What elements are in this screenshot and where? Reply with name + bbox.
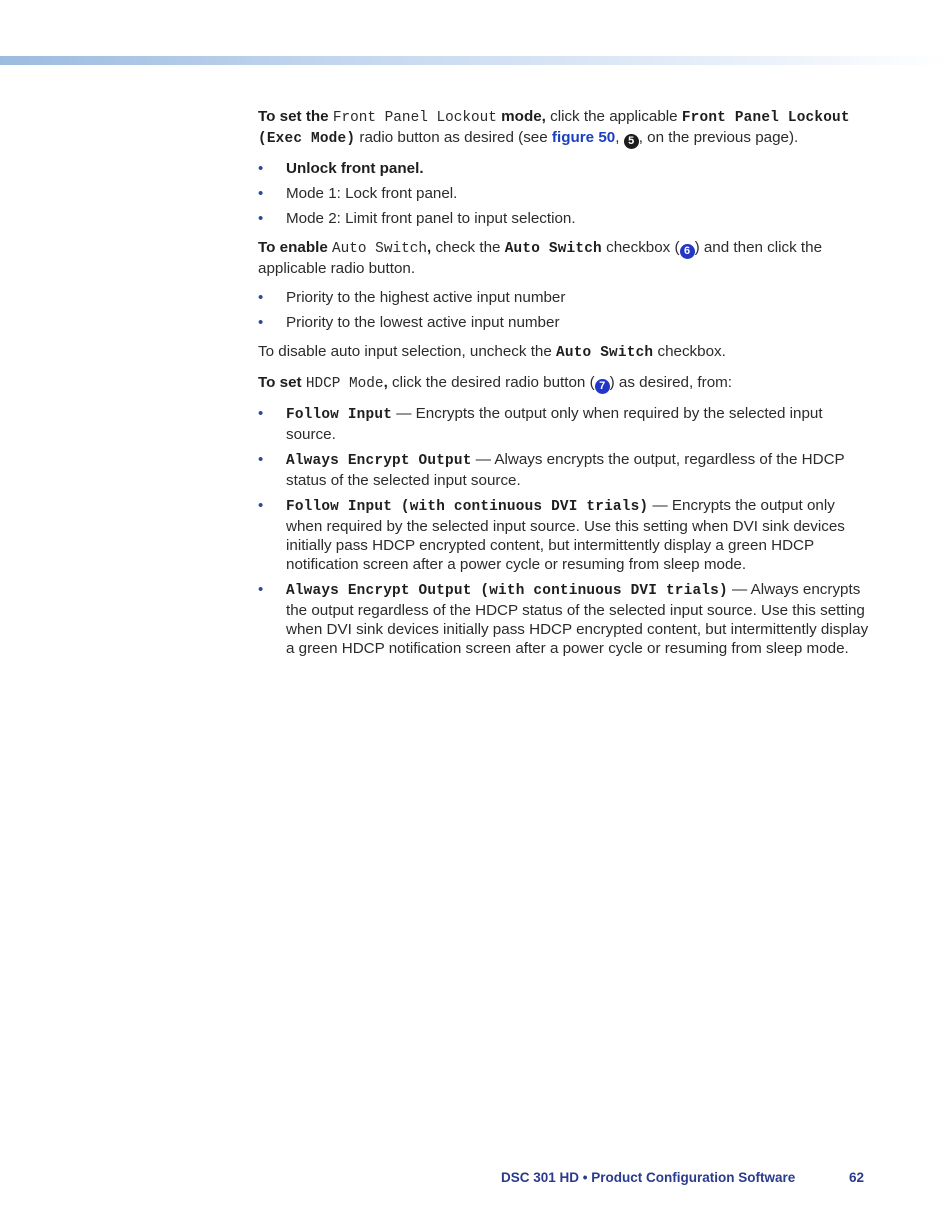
instruction-lead: ,	[383, 374, 388, 391]
disable-auto-switch-paragraph	[258, 342, 870, 363]
hdcp-options-list	[258, 404, 870, 658]
bullet-icon: •	[258, 497, 264, 514]
bullet-icon: •	[258, 210, 264, 227]
body-text: To disable auto input selection, uncheck the	[258, 343, 557, 360]
body-text: click the applicable	[545, 108, 682, 125]
list-item	[258, 288, 870, 307]
list-item	[258, 313, 870, 332]
option-name: Follow Input	[286, 407, 393, 423]
list-item-text: Priority to the highest active input number	[286, 289, 566, 306]
callout-7-icon: 7	[595, 379, 610, 394]
list-item	[258, 209, 870, 228]
list-item-text: Mode 1: Lock front panel.	[286, 185, 458, 202]
list-item	[258, 580, 870, 658]
callout-6-icon: 6	[680, 244, 695, 259]
bullet-icon: •	[258, 314, 264, 331]
body-text: checkbox.	[653, 343, 726, 360]
instruction-lead: To set the	[258, 108, 329, 125]
option-description: — Always encrypts the output regardless of the HDCP status of the selected input source. Use this setting when DVI sink devices initially pass HDCP encrypted content, but intermittently display a green HDCP notification screen after a power cycle or resuming from sleep mode.	[286, 581, 869, 657]
option-description: — Encrypts the output only when required by the selected input source.	[286, 405, 823, 443]
option-description: — Always encrypts the output, regardless of the HDCP status of the selected input source.	[286, 451, 845, 489]
code-term: Front Panel Lockout (Exec Mode)	[258, 110, 850, 147]
body-text: ,	[615, 129, 624, 146]
bullet-icon: •	[258, 581, 264, 598]
body-text: click the desired radio button (	[387, 374, 595, 391]
page-number: 62	[849, 1170, 865, 1185]
list-item-text: Unlock front panel.	[286, 160, 424, 177]
body-text: check the	[431, 239, 505, 256]
body-text: ) as desired, from:	[609, 374, 733, 391]
page-footer	[501, 1170, 871, 1185]
footer-title: DSC 301 HD • Product Configuration Software	[501, 1170, 796, 1185]
code-term: Auto Switch	[504, 241, 602, 257]
hdcp-mode-paragraph	[258, 373, 870, 394]
page-content	[258, 107, 870, 668]
option-name: Follow Input (with continuous DVI trials)	[286, 499, 649, 515]
option-description: — Encrypts the output only when required by the selected input source. Use this setting when DVI sink devices initially pass HDCP encrypted content, but intermittently display a green HDCP notification screen after a power cycle or resuming from sleep mode.	[286, 497, 845, 573]
instruction-lead: mode,	[501, 108, 546, 125]
bullet-icon: •	[258, 185, 264, 202]
body-text: , on the previous page).	[638, 129, 799, 146]
body-text: checkbox (	[601, 239, 680, 256]
body-text: radio button as desired (see	[355, 129, 552, 146]
list-item-text: Mode 2: Limit front panel to input selection.	[286, 210, 576, 227]
code-term: HDCP Mode	[305, 376, 384, 392]
option-name: Always Encrypt Output (with continuous DVI trials)	[286, 583, 728, 599]
bullet-icon: •	[258, 289, 264, 306]
instruction-lead: To enable	[258, 239, 328, 256]
auto-switch-paragraph	[258, 238, 870, 278]
list-item	[258, 184, 870, 203]
code-term: Auto Switch	[332, 241, 427, 257]
list-item	[258, 496, 870, 574]
auto-switch-options-list	[258, 288, 870, 332]
list-item	[258, 404, 870, 444]
list-item	[258, 159, 870, 178]
front-panel-lockout-paragraph	[258, 107, 870, 149]
list-item	[258, 450, 870, 490]
code-term: Auto Switch	[556, 345, 654, 361]
bullet-icon: •	[258, 160, 264, 177]
lockout-options-list	[258, 159, 870, 228]
body-text: ) and then click the applicable radio button.	[258, 239, 823, 277]
bullet-icon: •	[258, 451, 264, 468]
list-item-text: Priority to the lowest active input number	[286, 314, 560, 331]
bullet-icon: •	[258, 405, 264, 422]
instruction-lead: ,	[427, 239, 432, 256]
code-term: Front Panel Lockout	[332, 110, 497, 126]
option-name: Always Encrypt Output	[286, 453, 472, 469]
instruction-lead: To set	[258, 374, 302, 391]
figure-50-link[interactable]: figure 50	[551, 129, 616, 146]
callout-5-icon: 5	[624, 134, 639, 149]
header-gradient-band	[0, 56, 950, 65]
